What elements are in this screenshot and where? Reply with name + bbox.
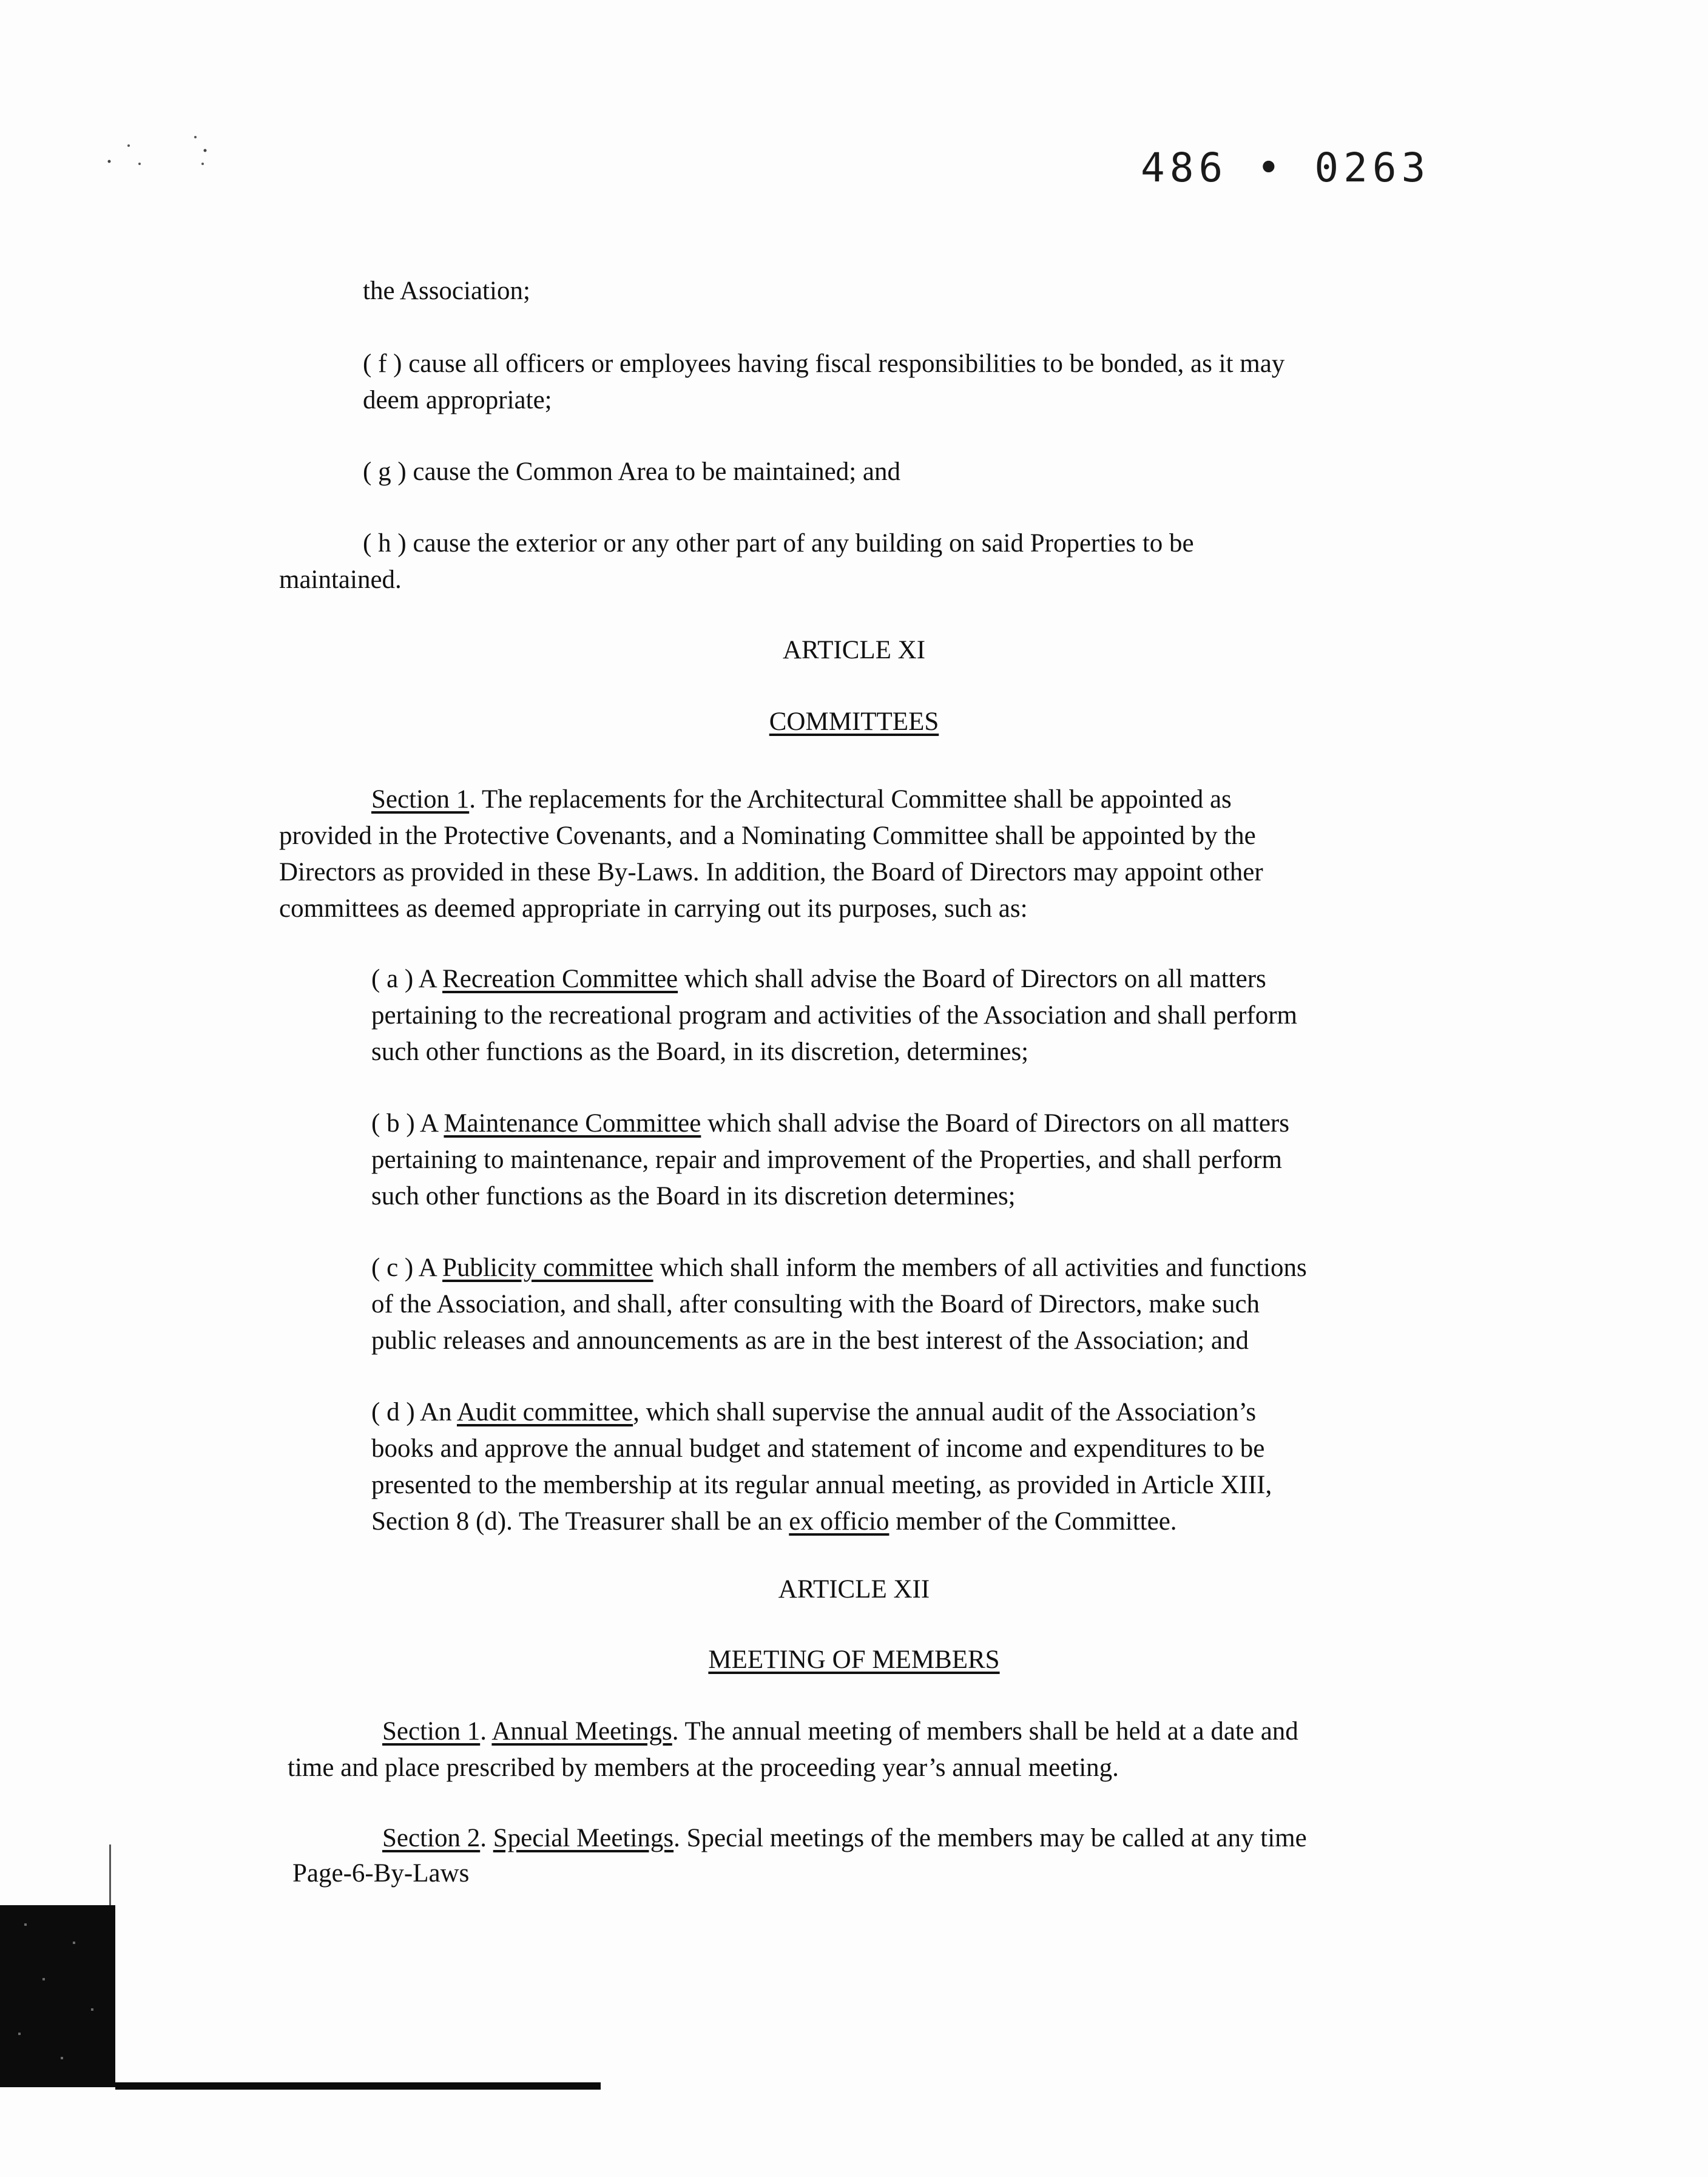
item-text: member of the Committee. <box>889 1507 1177 1536</box>
article-subheading <box>0 1642 1708 1678</box>
article-subheading-text: COMMITTEES <box>769 707 939 736</box>
scan-artifact-line <box>115 2082 601 2090</box>
section-text: . The annual meeting of members shall be held at a date and <box>672 1717 1298 1746</box>
item-prefix: ( c ) A <box>371 1254 443 1282</box>
page-stamp-number: 486 • 0263 <box>1141 144 1431 191</box>
section-separator: . <box>480 1717 492 1746</box>
list-item-a <box>371 961 1266 997</box>
text-line: of the Association, and shall, after consulting with the Board of Directors, make such <box>371 1290 1260 1318</box>
article-subheading <box>0 704 1708 740</box>
section-title: Annual Meetings <box>491 1717 672 1746</box>
page-footer: Page-6-By-Laws <box>292 1859 470 1888</box>
item-term: Publicity committee <box>442 1254 653 1282</box>
section-label: Section 1 <box>382 1717 481 1746</box>
section-title: Special Meetings <box>493 1824 674 1852</box>
text-line: pertaining to the recreational program and activities of the Association and shall perform <box>371 1001 1297 1030</box>
item-text: which shall advise the Board of Directors on all matters <box>678 965 1266 993</box>
text-line: time and place prescribed by members at the proceeding year’s annual meeting. <box>288 1753 1119 1782</box>
list-item-c <box>371 1250 1307 1286</box>
section-line <box>382 1820 1307 1857</box>
text-line: presented to the membership at its regular annual meeting, as provided in Article XIII, <box>371 1471 1272 1499</box>
text-line: maintained. <box>279 565 402 594</box>
text-line: such other functions as the Board, in its discretion, determines; <box>371 1038 1029 1066</box>
text-line: Directors as provided in these By-Laws. In addition, the Board of Directors may appoint other <box>279 858 1263 886</box>
text-line: the Association; <box>363 277 530 305</box>
item-text: which shall advise the Board of Directors on all matters <box>701 1109 1289 1138</box>
text-line: books and approve the annual budget and statement of income and expenditures to be <box>371 1434 1265 1463</box>
section-text: . Special meetings of the members may be called at any time <box>673 1824 1307 1852</box>
text-line: such other functions as the Board in its discretion determines; <box>371 1182 1016 1210</box>
section-text: . The replacements for the Architectural Committee shall be appointed as <box>469 785 1232 814</box>
section-line <box>371 781 1232 818</box>
item-term: Recreation Committee <box>442 965 678 993</box>
text-line: ( g ) cause the Common Area to be maintained; and <box>363 457 901 486</box>
scan-artifact-block <box>0 1905 115 2087</box>
list-item-b <box>371 1105 1289 1142</box>
text-line: deem appropriate; <box>363 386 552 414</box>
article-heading: ARTICLE XII <box>778 1575 930 1604</box>
item-prefix: ( d ) An <box>371 1398 457 1426</box>
article-subheading-text: MEETING OF MEMBERS <box>708 1645 1000 1674</box>
text-line: ( h ) cause the exterior or any other part of any building on said Properties to be <box>363 529 1194 558</box>
item-text: which shall inform the members of all activities and functions <box>653 1254 1307 1282</box>
item-prefix: ( a ) A <box>371 965 443 993</box>
text-line <box>371 1504 1177 1540</box>
text-line: public releases and announcements as are in the best interest of the Association; and <box>371 1326 1249 1355</box>
scan-edge-mark <box>109 1845 111 1905</box>
scan-speckles <box>103 132 237 175</box>
article-heading: ARTICLE XI <box>782 636 926 664</box>
section-separator: . <box>480 1824 493 1852</box>
text-line: ( f ) cause all officers or employees having fiscal responsibilities to be bonded, as it may <box>363 349 1285 378</box>
item-text: , which shall supervise the annual audit of the Association’s <box>633 1398 1257 1426</box>
item-term: Audit committee <box>456 1398 633 1426</box>
item-text: Section 8 (d). The Treasurer shall be an <box>371 1507 789 1536</box>
section-line <box>382 1713 1298 1750</box>
section-label: Section 2 <box>382 1824 481 1852</box>
list-item-d <box>371 1394 1256 1431</box>
text-line: provided in the Protective Covenants, and a Nominating Committee shall be appointed by the <box>279 822 1256 850</box>
text-line: pertaining to maintenance, repair and improvement of the Properties, and shall perform <box>371 1146 1282 1174</box>
item-prefix: ( b ) A <box>371 1109 444 1138</box>
text-line: committees as deemed appropriate in carrying out its purposes, such as: <box>279 894 1028 923</box>
item-term: Maintenance Committee <box>444 1109 701 1138</box>
item-term: ex officio <box>789 1507 889 1536</box>
section-label: Section 1 <box>371 785 470 814</box>
